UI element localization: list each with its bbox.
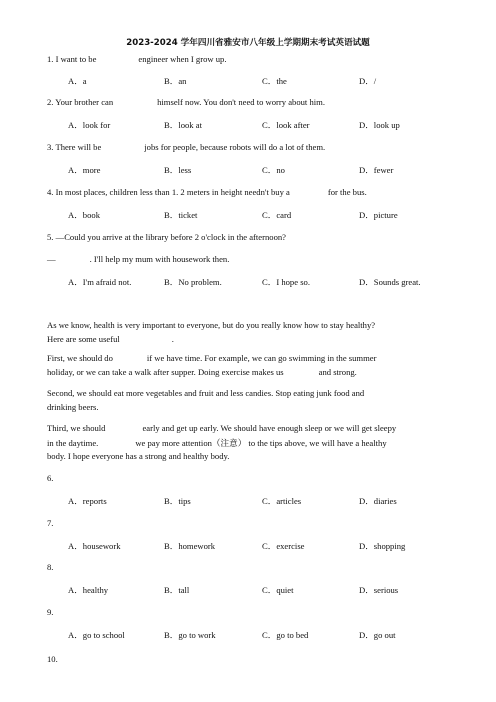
question-4-stem: 4. In most places, children less than 1. 2 meters in height needn't buy a for the bus.	[47, 187, 367, 197]
q3-option-b[interactable]: B．less	[164, 165, 192, 175]
exam-title: 2023-2024 学年四川省雅安市八年级上学期期末考试英语试题	[126, 38, 370, 48]
q4-option-c[interactable]: C．card	[262, 210, 292, 220]
passage-line: in the daytime. we pay more attention（注意） to the tips above, we will have a healthy	[47, 438, 387, 448]
q8-option-c[interactable]: C．quiet	[262, 585, 294, 595]
q5-option-a[interactable]: A．I'm afraid not.	[68, 277, 132, 287]
q9-option-b[interactable]: B．go to work	[164, 630, 216, 640]
question-6-number: 6.	[47, 473, 54, 483]
q8-option-d[interactable]: D．serious	[359, 585, 399, 595]
passage-line: As we know, health is very important to everyone, but do you really know how to stay healthy?	[47, 320, 376, 330]
question-1-stem: 1. I want to be engineer when I grow up.	[47, 54, 227, 64]
q5-option-b[interactable]: B．No problem.	[164, 277, 222, 287]
q9-option-a[interactable]: A．go to school	[68, 630, 125, 640]
q2-option-a[interactable]: A．look for	[68, 120, 111, 130]
q2-option-c[interactable]: C．look after	[262, 120, 310, 130]
passage-line: Second, we should eat more vegetables and fruit and less candies. Stop eating junk food and	[47, 388, 365, 398]
q4-option-a[interactable]: A．book	[68, 210, 100, 220]
q2-option-b[interactable]: B．look at	[164, 120, 202, 130]
q1-option-d[interactable]: D．/	[359, 76, 377, 86]
question-9-number: 9.	[47, 607, 54, 617]
passage-line: Here are some useful .	[47, 334, 174, 344]
question-5-response: — . I'll help my mum with housework then.	[47, 254, 230, 264]
question-8-number: 8.	[47, 562, 54, 572]
q5-option-c[interactable]: C．I hope so.	[262, 277, 310, 287]
q6-option-b[interactable]: B．tips	[164, 496, 191, 506]
q9-option-c[interactable]: C．go to bed	[262, 630, 309, 640]
q2-option-d[interactable]: D．look up	[359, 120, 400, 130]
q7-option-a[interactable]: A．housework	[68, 541, 121, 551]
q5-option-d[interactable]: D．Sounds great.	[359, 277, 421, 287]
passage-line: drinking beers.	[47, 402, 99, 412]
question-10-number: 10.	[47, 654, 58, 664]
q7-option-d[interactable]: D．shopping	[359, 541, 406, 551]
q9-option-d[interactable]: D．go out	[359, 630, 396, 640]
question-5-stem: 5. —Could you arrive at the library before 2 o'clock in the afternoon?	[47, 232, 286, 242]
q3-option-a[interactable]: A．more	[68, 165, 101, 175]
q3-option-c[interactable]: C．no	[262, 165, 285, 175]
question-2-stem: 2. Your brother can himself now. You don't need to worry about him.	[47, 97, 325, 107]
q4-option-b[interactable]: B．ticket	[164, 210, 198, 220]
q7-option-b[interactable]: B．homework	[164, 541, 216, 551]
passage-line: body. I hope everyone has a strong and healthy body.	[47, 451, 230, 461]
q3-option-d[interactable]: D．fewer	[359, 165, 394, 175]
q6-option-d[interactable]: D．diaries	[359, 496, 397, 506]
q1-option-a[interactable]: A．a	[68, 76, 87, 86]
q7-option-c[interactable]: C．exercise	[262, 541, 305, 551]
passage-line: holiday, or we can take a walk after supper. Doing exercise makes us and strong.	[47, 367, 357, 377]
question-7-number: 7.	[47, 518, 54, 528]
q6-option-a[interactable]: A．reports	[68, 496, 107, 506]
q4-option-d[interactable]: D．picture	[359, 210, 398, 220]
q8-option-a[interactable]: A．healthy	[68, 585, 109, 595]
passage-line: First, we should do if we have time. For example, we can go swimming in the summer	[47, 353, 377, 363]
q1-option-c[interactable]: C．the	[262, 76, 287, 86]
passage-line: Third, we should early and get up early. We should have enough sleep or we will get sleepy	[47, 423, 397, 433]
q1-option-b[interactable]: B．an	[164, 76, 187, 86]
q6-option-c[interactable]: C．articles	[262, 496, 302, 506]
question-3-stem: 3. There will be jobs for people, because robots will do a lot of them.	[47, 142, 326, 152]
q8-option-b[interactable]: B．tall	[164, 585, 190, 595]
